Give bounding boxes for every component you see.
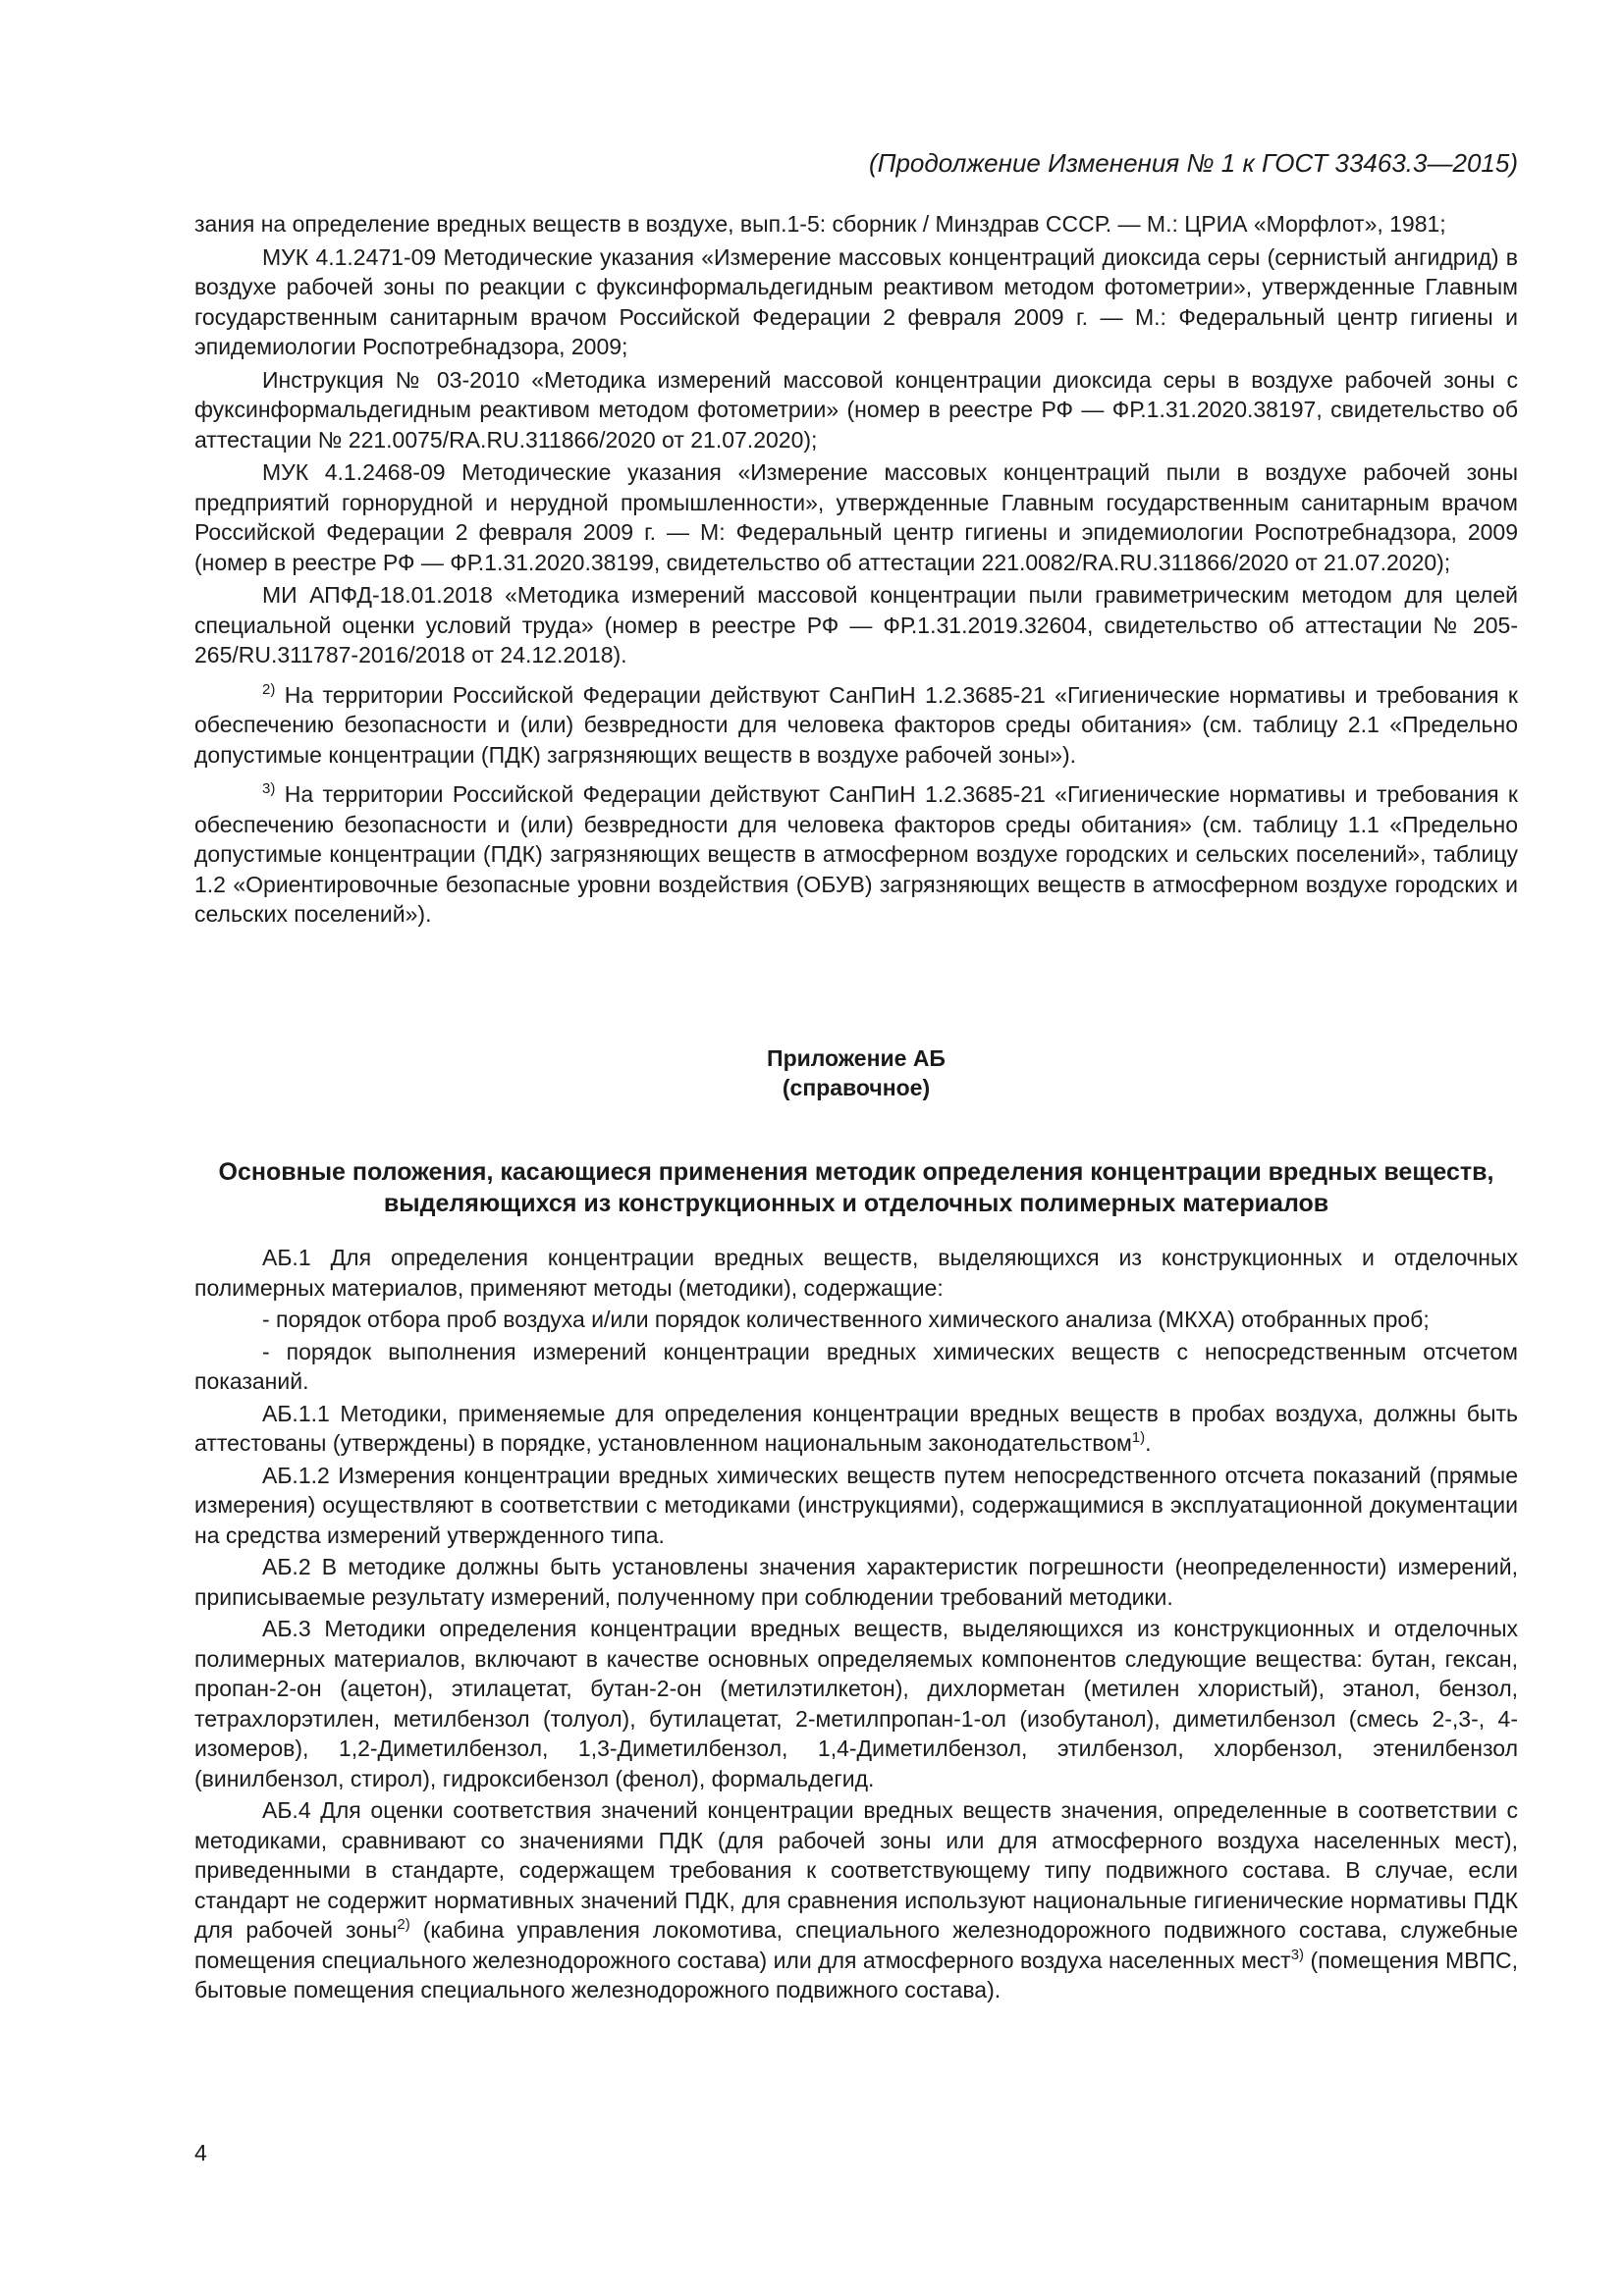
reference-paragraph: МУК 4.1.2468-09 Методические указания «Измерение массовых концентраций пыли в воздухе рабочей зоны предприятий горнорудной и нерудной промышленности», утвержденные Главным государственным санитарным врачом Российской Федерации 2 февраля 2009 г. — М: Федеральный центр гигиены и эпидемиологии Роспотребнадзора, 2009 (номер в реестре РФ — ФР.1.31.2020.38199, свидетельство об аттестации 221.0082/RA.RU.311866/2020 от 21.07.2020); [194, 459, 1518, 575]
reference-paragraph: Инструкция № 03-2010 «Методика измерений массовой концентрации диоксида серы в воздухе рабочей зоны с фуксинформальдегидным реактивом методом фотометрии» (номер в реестре РФ — ФР.1.31.2020.38197, свидетельство об аттестации № 221.0075/RA.RU.311866/2020 от 21.07.2020); [194, 366, 1518, 453]
clause-text: (помещения МВПС, бытовые помещения специального железнодорожного подвижного состава). [194, 1947, 1518, 2002]
clause-ab1: АБ.1 Для определения концентрации вредных веществ, выделяющихся из конструкционных и отделочных полимерных материалов, применяют методы (методики), содержащие: [194, 1245, 1518, 1301]
annex-heading [194, 1043, 1518, 1219]
list-item: - порядок выполнения измерений концентрации вредных химических веществ с непосредственным отсчетом показаний. [194, 1338, 1518, 1394]
footnote-3 [194, 779, 1518, 930]
page-number: 4 [194, 2140, 207, 2165]
running-header: (Продолжение Изменения № 1 к ГОСТ 33463.3—2015) [868, 148, 1518, 178]
clause-text: (кабина управления локомотива, специального железнодорожного подвижного состава, служебные помещения специального железнодорожного состава) или для атмосферного воздуха населенных мест [194, 1917, 1518, 1973]
annex-title: Основные положения, касающиеся применения методик определения концентрации вредных веществ, выделяющихся из конструкционных и отделочных полимерных материалов [218, 1158, 1494, 1217]
clause-ab1-1 [194, 1399, 1518, 1459]
footnote-marker: 3) [262, 780, 276, 797]
clause-ab4 [194, 1795, 1518, 2005]
reference-paragraph: МУК 4.1.2471-09 Методические указания «Измерение массовых концентраций диоксида серы (сернистый ангидрид) в воздухе рабочей зоны по реакции с фуксинформальдегидным реактивом методом фотометрии», утвержденные Главным государственным санитарным врачом Российской Федерации 2 февраля 2009 г. — М.: Федеральный центр гигиены и эпидемиологии Роспотребнадзора, 2009; [194, 243, 1518, 359]
annex-label: Приложение АБ [767, 1045, 946, 1071]
footnote-marker: 2) [397, 1916, 410, 1933]
clause-text: АБ.1.1 Методики, применяемые для определения концентрации вредных веществ в пробах воздуха, должны быть аттестованы (утверждены) в порядке, установленном национальным законодательством [194, 1400, 1518, 1456]
footnote-marker: 3) [1290, 1946, 1305, 1963]
references-continuation [194, 209, 1518, 933]
list-item: - порядок отбора проб воздуха и/или порядок количественного химического анализа (МКХА) отобранных проб; [262, 1307, 1430, 1332]
clause-text: АБ.4 Для оценки соответствия значений концентрации вредных веществ значения, определенные в соответствии с методиками, сравнивают со значениями ПДК (для рабочей зоны или для атмосферного воздуха населенных мест), приведенными в стандарте, содержащем требования к соответствующему типу подвижного состава. В случае, если стандарт не содержит нормативных значений ПДК, для сравнения используют национальные гигиенические нормативы ПДК для рабочей зоны [194, 1797, 1518, 1943]
clause-ab3: АБ.3 Методики определения концентрации вредных веществ, выделяющихся из конструкционных и отделочных полимерных материалов, включают в качестве основных определяемых компонентов следующие вещества: бутан, гексан, пропан-2-он (ацетон), этилацетат, бутан-2-он (метилэтилкетон), дихлорметан (метилен хлористый), этанол, бензол, тетрахлорэтилен, метилбензол (толуол), бутилацетат, 2-метилпропан-1-ол (изобутанол), диметилбензол (смесь 2-,3-, 4-изомеров), 1,2-Диметилбензол, 1,3-Диметилбензол, 1,4-Диметилбензол, этилбензол, хлорбензол, этенилбензол (винилбензол, стирол), гидроксибензол (фенол), формальдегид. [194, 1616, 1518, 1791]
reference-paragraph: зания на определение вредных веществ в воздухе, вып.1-5: сборник / Минздрав СССР. — М.: ЦРИА «Морфлот», 1981; [194, 211, 1446, 237]
clause-text-end: . [1145, 1430, 1152, 1456]
footnote-2 [194, 680, 1518, 771]
reference-paragraph: МИ АПФД-18.01.2018 «Методика измерений массовой концентрации пыли гравиметрическим методом для целей специальной оценки условий труда» (номер в реестре РФ — ФР.1.31.2019.32604, свидетельство об аттестации № 205-265/RU.311787-2016/2018 от 24.12.2018). [194, 582, 1518, 667]
annex-body [194, 1243, 1518, 2007]
footnote-marker: 2) [262, 680, 276, 698]
footnote-text: На территории Российской Федерации действуют СанПиН 1.2.3685-21 «Гигиенические нормативы и требования к обеспечению безопасности и (или) безвредности для человека факторов среды обитания» (см. таблицу 2.1 «Предельно допустимые концентрации (ПДК) загрязняющих веществ в воздухе рабочей зоны»). [194, 681, 1518, 768]
annex-status: (справочное) [782, 1075, 931, 1100]
footnote-text: На территории Российской Федерации действуют СанПиН 1.2.3685-21 «Гигиенические нормативы и требования к обеспечению безопасности и (или) безвредности для человека факторов среды обитания» (см. таблицу 1.1 «Предельно допустимые концентрации (ПДК) загрязняющих веществ в атмосферном воздухе городских и сельских поселений», таблицу 1.2 «Ориентировочные безопасные уровни воздействия (ОБУВ) загрязняющих веществ в атмосферном воздухе городских и сельских поселений»). [194, 781, 1518, 927]
clause-ab1-2: АБ.1.2 Измерения концентрации вредных химических веществ путем непосредственного отсчета показаний (прямые измерения) осуществляют в соответствии с методиками (инструкциями), содержащимися в эксплуатационной документации на средства измерений утвержденного типа. [194, 1462, 1518, 1548]
clause-ab2: АБ.2 В методике должны быть установлены значения характеристик погрешности (неопределенности) измерений, приписываемые результату измерений, полученному при соблюдении требований методики. [194, 1554, 1518, 1610]
footnote-marker: 1) [1131, 1429, 1146, 1446]
